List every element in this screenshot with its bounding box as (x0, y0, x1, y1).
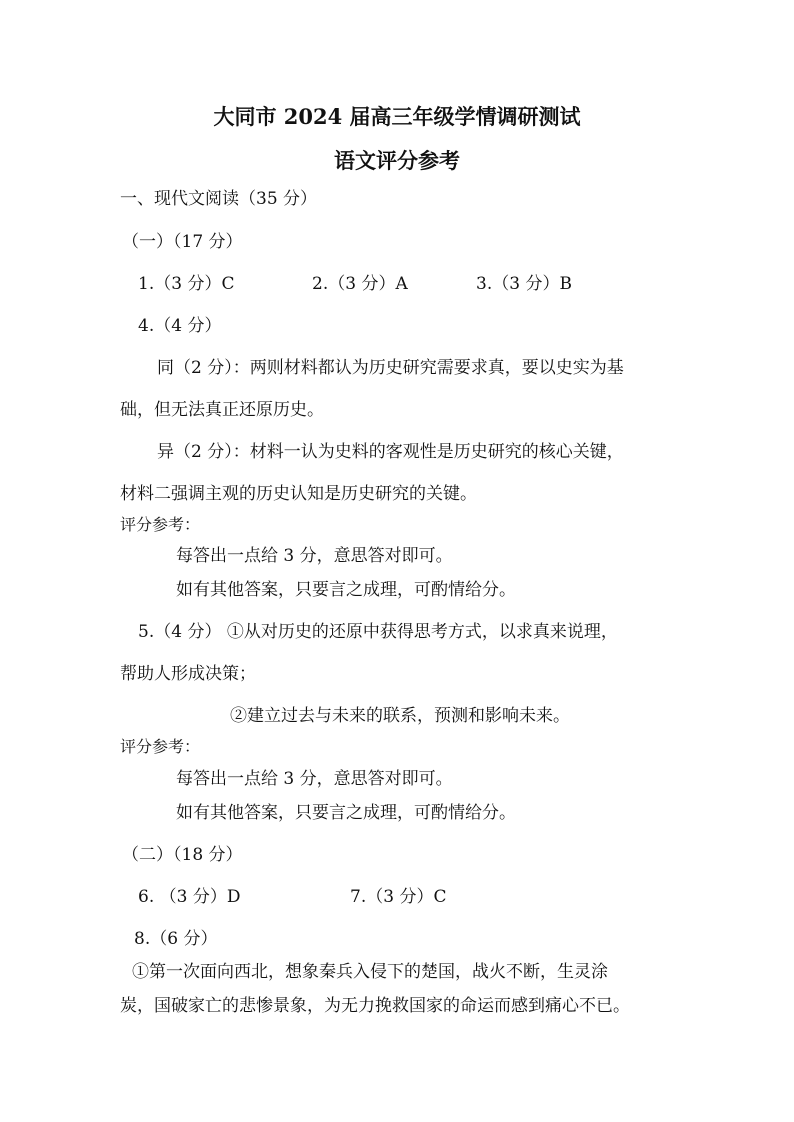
scoring-line: 如有其他答案，只要言之成理，可酌情给分。 (176, 580, 516, 600)
scoring-line: 如有其他答案，只要言之成理，可酌情给分。 (176, 803, 516, 823)
document-title: 大同市 2024 届高三年级学情调研测试 (213, 104, 581, 129)
answer-q1: 1.（3 分）C (138, 274, 235, 294)
q4-line: 同（2 分）：两则材料都认为历史研究需要求真，要以史实为基 (157, 358, 624, 378)
q5-line: 帮助人形成决策； (120, 664, 256, 684)
q8-label: 8.（6 分） (134, 929, 218, 949)
answer-q7: 7.（3 分）C (350, 887, 447, 907)
document-subtitle: 语文评分参考 (334, 148, 460, 173)
q5-line: ②建立过去与未来的联系，预测和影响未来。 (230, 706, 570, 726)
scoring-label: 评分参考： (120, 515, 201, 534)
q8-line: 炭，国破家亡的悲惨景象，为无力挽救国家的命运而感到痛心不已。 (120, 996, 630, 1016)
scoring-label: 评分参考： (120, 737, 201, 756)
q4-line: 异（2 分）：材料一认为史料的客观性是历史研究的核心关键， (157, 442, 624, 462)
q4-line: 础，但无法真正还原历史。 (120, 400, 324, 420)
scoring-line: 每答出一点给 3 分，意思答对即可。 (176, 546, 453, 566)
answer-q3: 3.（3 分）B (476, 274, 572, 294)
q4-label: 4.（4 分） (138, 316, 222, 336)
part1-heading: （一）（17 分） (122, 232, 243, 252)
scoring-line: 每答出一点给 3 分，意思答对即可。 (176, 769, 453, 789)
part2-heading: （二）（18 分） (122, 845, 243, 865)
answer-q6: 6. （3 分）D (138, 887, 241, 907)
q8-line: ①第一次面向西北，想象秦兵入侵下的楚国，战火不断，生灵涂 (132, 962, 608, 982)
q4-line: 材料二强调主观的历史认知是历史研究的关键。 (120, 484, 477, 504)
answer-q2: 2.（3 分）A (312, 274, 408, 294)
q5-line: 5.（4 分） ①从对历史的还原中获得思考方式，以求真来说理， (138, 622, 618, 642)
section-heading: 一、现代文阅读（35 分） (120, 189, 318, 209)
